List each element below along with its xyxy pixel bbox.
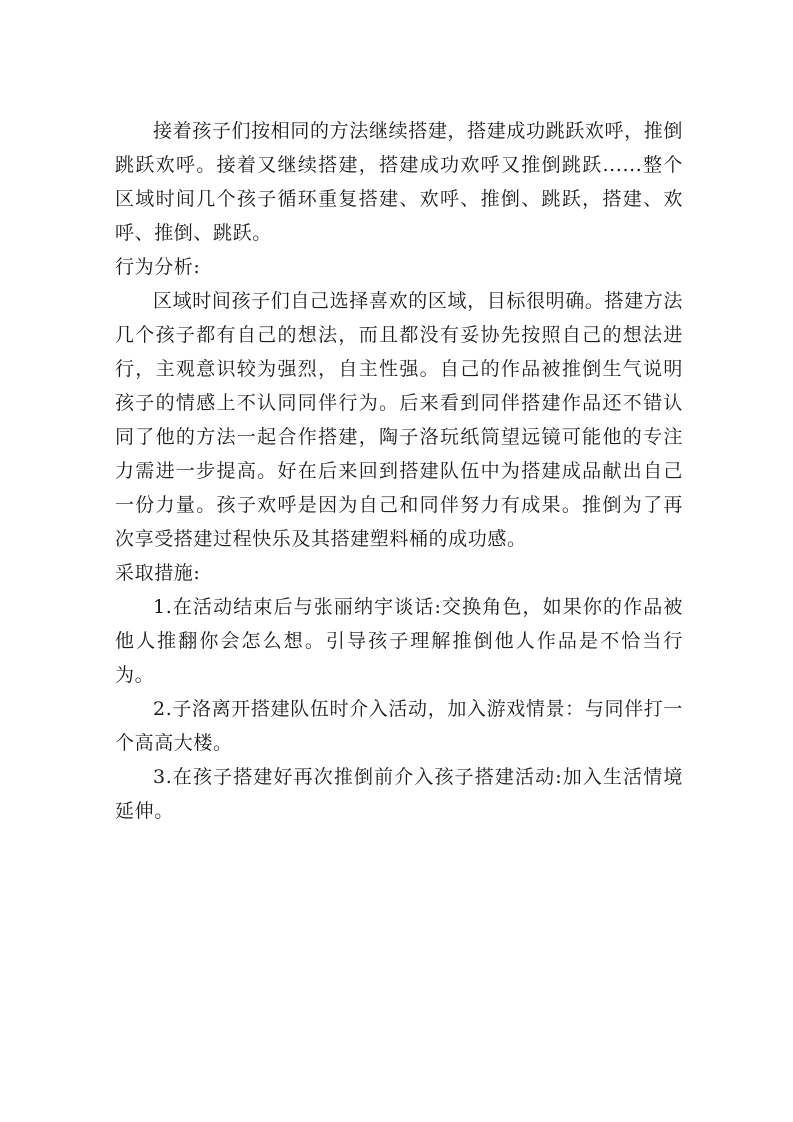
document-body (115, 114, 683, 828)
paragraph-observation: 接着孩子们按相同的方法继续搭建，搭建成功跳跃欢呼，推倒跳跃欢呼。接着又继续搭建，搭建成功欢呼又推倒跳跃......整个区域时间几个孩子循环重复搭建、欢呼、推倒、跳跃，搭建、欢呼、推倒、跳跃。 (115, 120, 683, 244)
heading-measures: 采取措施: (115, 562, 201, 584)
measure-item-2: 2.子洛离开搭建队伍时介入活动，加入游戏情景：与同伴打一个高高大楼。 (115, 698, 683, 754)
measure-item-1: 1.在活动结束后与张丽纳宇谈话:交换角色，如果你的作品被他人推翻你会怎么想。引导孩子理解推倒他人作品是不恰当行为。 (115, 596, 683, 686)
heading-behavior-analysis: 行为分析: (115, 256, 201, 278)
paragraph-analysis: 区域时间孩子们自己选择喜欢的区域，目标很明确。搭建方法几个孩子都有自己的想法，而且都没有妥协先按照自己的想法进行，主观意识较为强烈，自主性强。自己的作品被推倒生气说明孩子的情感上不认同同伴行为。后来看到同伴搭建作品还不错认同了他的方法一起合作搭建，陶子洛玩纸筒望远镜可能他的专注力需进一步提高。好在后来回到搭建队伍中为搭建成品献出自己一份力量。孩子欢呼是因为自己和同伴努力有成果。推倒为了再次享受搭建过程快乐及其搭建塑料桶的成功感。 (115, 290, 683, 550)
measure-item-3: 3.在孩子搭建好再次推倒前介入孩子搭建活动:加入生活情境延伸。 (115, 766, 683, 822)
